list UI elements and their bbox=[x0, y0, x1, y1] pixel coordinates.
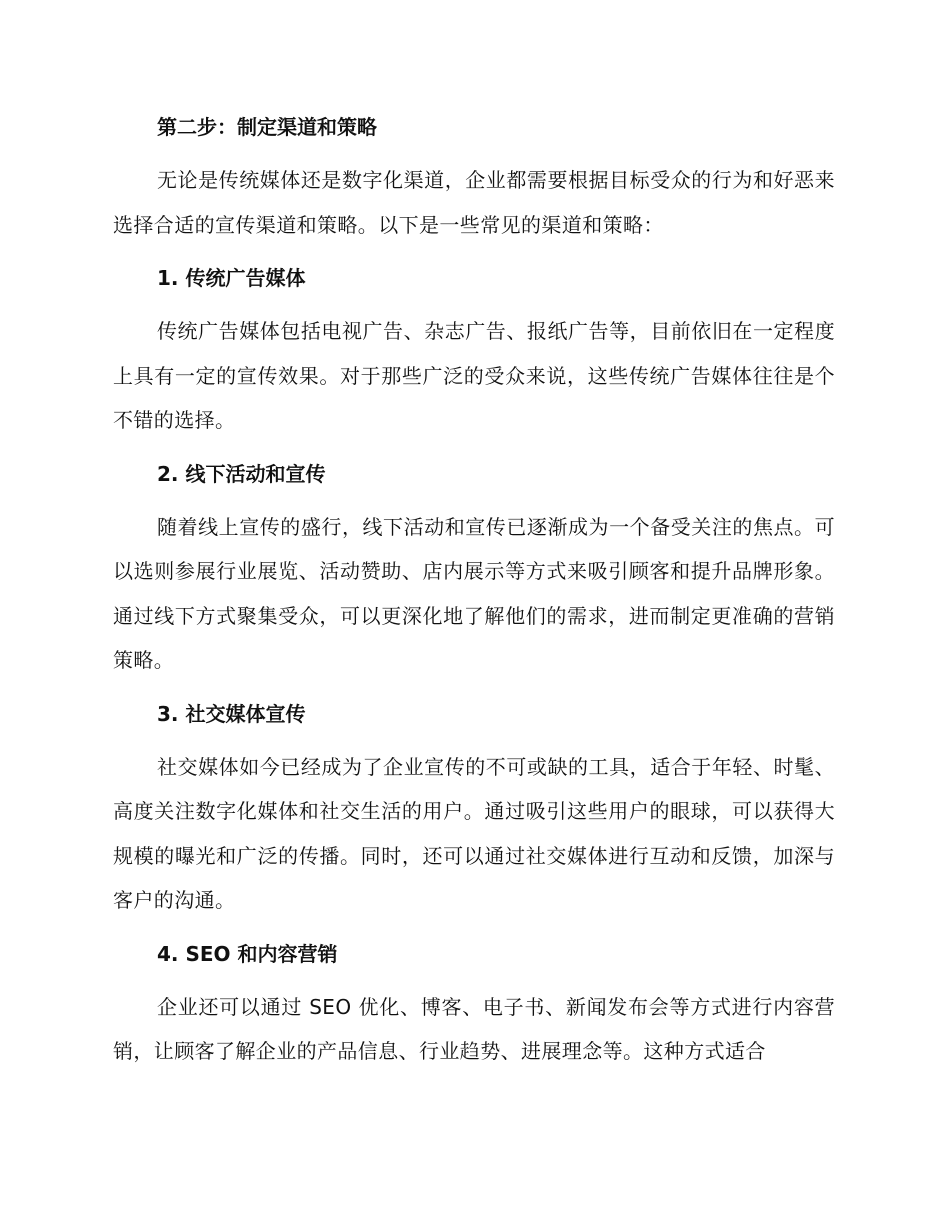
document-content bbox=[113, 104, 835, 1074]
section-body-social-media: 社交媒体如今已经成为了企业宣传的不可或缺的工具，适合于年轻、时髦、高度关注数字化媒体和社交生活的用户。通过吸引这些用户的眼球，可以获得大规模的曝光和广泛的传播。同时，还可以通过社交媒体进行互动和反馈，加深与客户的沟通。 bbox=[113, 754, 835, 912]
step-heading: 第二步：制定渠道和策略 bbox=[157, 115, 377, 139]
intro-paragraph: 无论是传统媒体还是数字化渠道，企业都需要根据目标受众的行为和好恶来选择合适的宣传渠道和策略。以下是一些常见的渠道和策略： bbox=[113, 168, 835, 237]
section-heading-social-media: 3. 社交媒体宣传 bbox=[157, 701, 306, 726]
section-body-seo-content: 企业还可以通过 SEO 优化、博客、电子书、新闻发布会等方式进行内容营销，让顾客了解企业的产品信息、行业趋势、进展理念等。这种方式适合 bbox=[113, 994, 835, 1063]
section-heading-seo-content: 4. SEO 和内容营销 bbox=[157, 941, 338, 966]
section-body-offline-events: 随着线上宣传的盛行，线下活动和宣传已逐渐成为一个备受关注的焦点。可以选则参展行业展览、活动赞助、店内展示等方式来吸引顾客和提升品牌形象。通过线下方式聚集受众，可以更深化地了解他们的需求，进而制定更准确的营销策略。 bbox=[113, 514, 835, 672]
section-heading-offline-events: 2. 线下活动和宣传 bbox=[157, 461, 326, 486]
section-heading-traditional-media: 1. 传统广告媒体 bbox=[157, 266, 306, 290]
section-body-traditional-media: 传统广告媒体包括电视广告、杂志广告、报纸广告等，目前依旧在一定程度上具有一定的宣传效果。对于那些广泛的受众来说，这些传统广告媒体往往是个不错的选择。 bbox=[113, 319, 835, 432]
